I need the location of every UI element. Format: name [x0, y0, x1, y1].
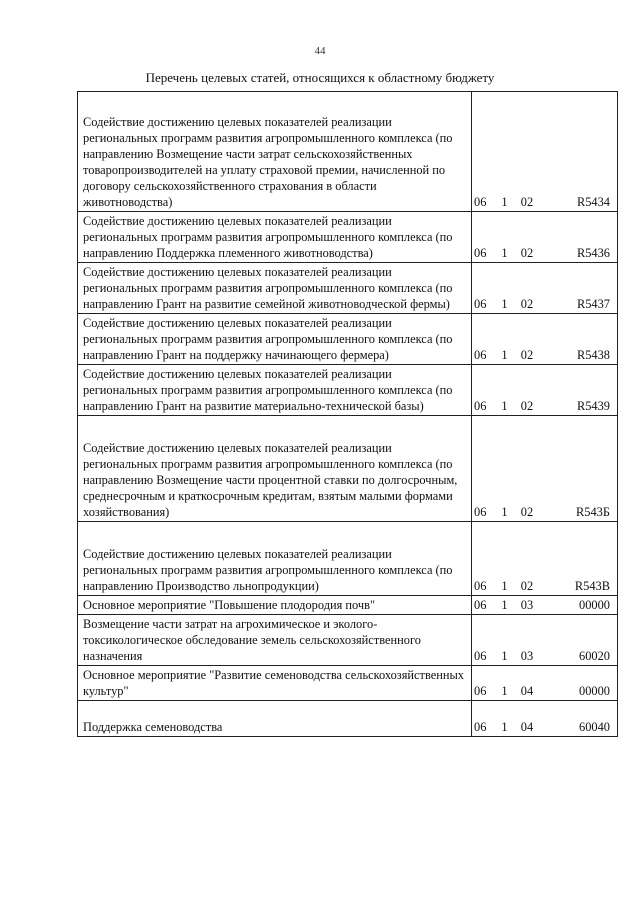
direction-code: R5439: [576, 399, 610, 413]
target-items-table: [77, 91, 618, 737]
row-codes: [472, 416, 618, 522]
subprogram-code: 1: [501, 246, 508, 260]
program-code: 06: [474, 720, 487, 734]
row-codes: [472, 263, 618, 314]
direction-code: 60020: [579, 649, 610, 663]
direction-code: R543Б: [576, 505, 610, 519]
document-title: Перечень целевых статей, относящихся к областному бюджету: [145, 70, 495, 85]
program-code: 06: [474, 399, 487, 413]
row-codes: [472, 92, 618, 212]
subprogram-code: 1: [501, 720, 508, 734]
table-row: [78, 365, 618, 416]
program-code: 06: [474, 598, 487, 612]
program-code: 06: [474, 505, 487, 519]
main-event-code: 04: [520, 684, 534, 698]
direction-code: R5437: [576, 297, 610, 311]
table-body: [78, 92, 618, 737]
program-code: 06: [474, 348, 487, 362]
row-codes: [472, 596, 618, 615]
row-codes: [472, 522, 618, 596]
main-event-code: 02: [520, 195, 534, 209]
table-row: [78, 666, 618, 701]
main-event-code: 02: [520, 246, 534, 260]
table-row: [78, 596, 618, 615]
program-code: 06: [474, 195, 487, 209]
row-description: Содействие достижению целевых показателей реализации региональных программ развития агропромышленного комплекса (по направлению Возмещение части затрат сельскохозяйственных товаропроизводителей на уплату страховой премии, начисленной по договору сельскохозяйственного страхования в области животноводства): [78, 92, 472, 212]
program-code: 06: [474, 297, 487, 311]
row-codes: [472, 212, 618, 263]
table-row: [78, 701, 618, 737]
row-description: Содействие достижению целевых показателей реализации региональных программ развития агропромышленного комплекса (по направлению Возмещение части процентной ставки по долгосрочным, среднесрочным и краткосрочным кредитам, взятым малыми формами хозяйствования): [78, 416, 472, 522]
row-description: Поддержка семеноводства: [78, 701, 472, 737]
table-row: [78, 416, 618, 522]
table-row: [78, 615, 618, 666]
program-code: 06: [474, 684, 487, 698]
row-codes: [472, 314, 618, 365]
table-row: [78, 314, 618, 365]
subprogram-code: 1: [501, 399, 508, 413]
table-row: [78, 263, 618, 314]
subprogram-code: 1: [501, 297, 508, 311]
main-event-code: 02: [520, 505, 534, 519]
main-event-code: 03: [520, 649, 534, 663]
row-description: Содействие достижению целевых показателей реализации региональных программ развития агропромышленного комплекса (по направлению Производство льнопродукции): [78, 522, 472, 596]
row-description: Основное мероприятие "Развитие семеноводства сельскохозяйственных культур": [78, 666, 472, 701]
direction-code: 00000: [579, 684, 610, 698]
table-row: [78, 212, 618, 263]
main-event-code: 02: [520, 579, 534, 593]
direction-code: R5434: [576, 195, 610, 209]
subprogram-code: 1: [501, 579, 508, 593]
page-number: 44: [314, 45, 326, 57]
subprogram-code: 1: [501, 649, 508, 663]
row-codes: [472, 701, 618, 737]
subprogram-code: 1: [501, 348, 508, 362]
main-event-code: 02: [520, 399, 534, 413]
program-code: 06: [474, 579, 487, 593]
main-event-code: 02: [520, 297, 534, 311]
subprogram-code: 1: [501, 195, 508, 209]
subprogram-code: 1: [501, 598, 508, 612]
direction-code: R543В: [574, 579, 610, 593]
table-row: [78, 92, 618, 212]
program-code: 06: [474, 649, 487, 663]
main-event-code: 02: [520, 348, 534, 362]
main-event-code: 04: [520, 720, 534, 734]
row-codes: [472, 365, 618, 416]
direction-code: R5436: [576, 246, 610, 260]
row-codes: [472, 615, 618, 666]
main-event-code: 03: [520, 598, 534, 612]
program-code: 06: [474, 246, 487, 260]
row-codes: [472, 666, 618, 701]
row-description: Основное мероприятие "Повышение плодородия почв": [78, 596, 472, 615]
row-description: Возмещение части затрат на агрохимическое и эколого-токсикологическое обследование земель сельскохозяйственного назначения: [78, 615, 472, 666]
table-row: [78, 522, 618, 596]
direction-code: R5438: [576, 348, 610, 362]
direction-code: 60040: [579, 720, 610, 734]
subprogram-code: 1: [501, 505, 508, 519]
row-description: Содействие достижению целевых показателей реализации региональных программ развития агропромышленного комплекса (по направлению Поддержка племенного животноводства): [78, 212, 472, 263]
row-description: Содействие достижению целевых показателей реализации региональных программ развития агропромышленного комплекса (по направлению Грант на развитие материально-технической базы): [78, 365, 472, 416]
direction-code: 00000: [579, 598, 610, 612]
row-description: Содействие достижению целевых показателей реализации региональных программ развития агропромышленного комплекса (по направлению Грант на развитие семейной животноводческой фермы): [78, 263, 472, 314]
row-description: Содействие достижению целевых показателей реализации региональных программ развития агропромышленного комплекса (по направлению Грант на поддержку начинающего фермера): [78, 314, 472, 365]
subprogram-code: 1: [501, 684, 508, 698]
